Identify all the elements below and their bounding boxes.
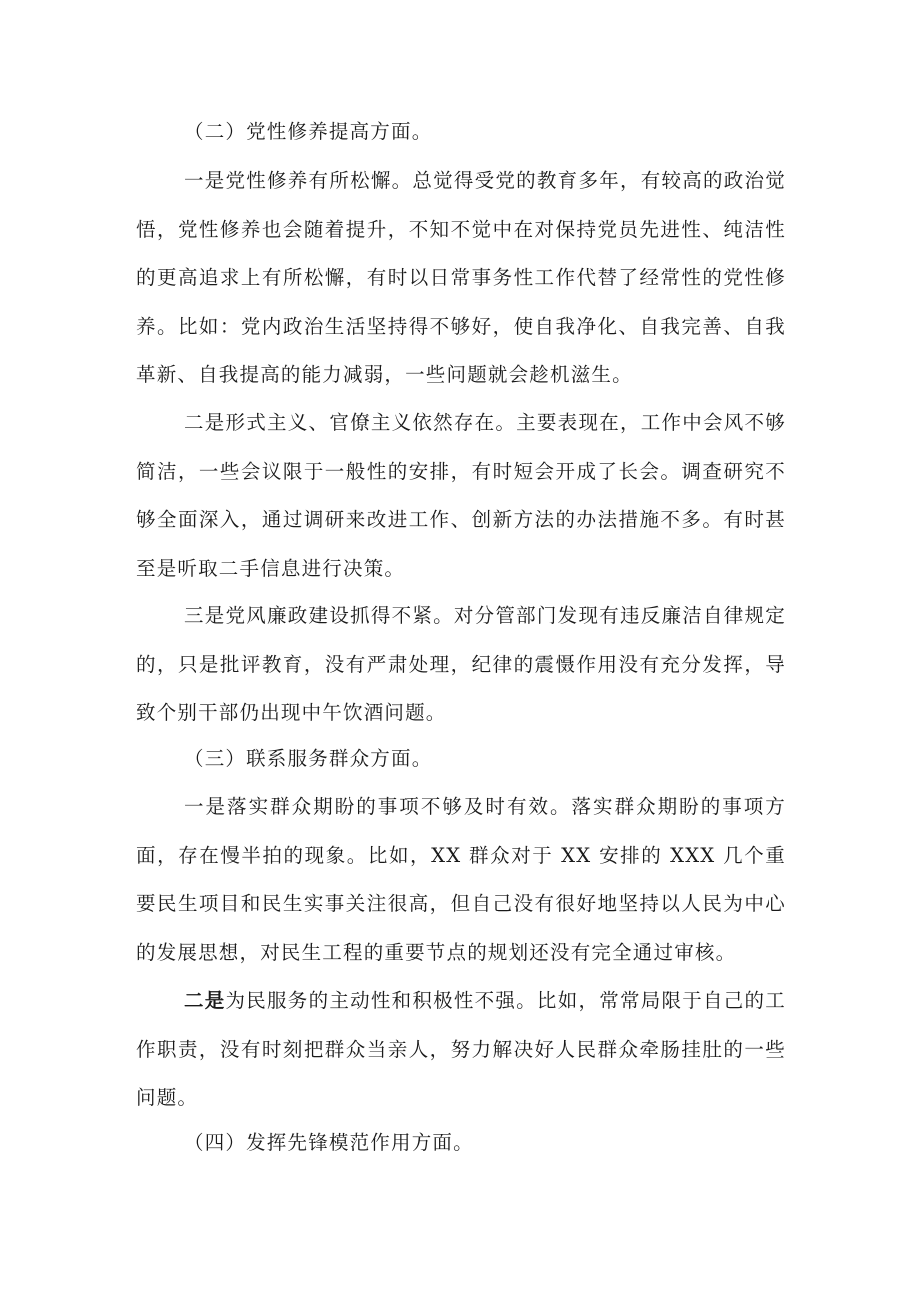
section-heading-party-spirit: （二）党性修养提高方面。 [184,120,433,143]
paragraph-formalism: 二是形式主义、官僚主义依然存在。主要表现在，工作中会风不够简洁，一些会议限于一般性的安排，有时短会开成了长会。调查研究不够全面深入，通过调研来改进工作、创新方法的办法措施不多。有时甚至是听取二手信息进行决策。 [136,411,786,580]
section-heading-vanguard-role: （四）发挥先锋模范作用方面。 [184,1131,474,1154]
paragraph-party-spirit-slack: 一是党性修养有所松懈。总觉得受党的教育多年，有较高的政治觉悟，党性修养也会随着提升，不知不觉中在对保持党员先进性、纯洁性的更高追求上有所松懈，有时以日常事务性工作代替了经常性的党性修养。比如：党内政治生活坚持得不够好，使自我净化、自我完善、自我革新、自我提高的能力减弱，一些问题就会趁机滋生。 [136,169,786,386]
paragraph-body: 为民服务的主动性和积极性不强。比如，常常局限于自己的工作职责，没有时刻把群众当亲人，努力解决好人民群众牵肠挂肚的一些问题。 [136,989,786,1109]
paragraph-lead-bold: 二是 [184,989,226,1012]
paragraph-public-expectations: 一是落实群众期盼的事项不够及时有效。落实群众期盼的事项方面，存在慢半拍的现象。比如，XX 群众对于 XX 安排的 XXX 几个重要民生项目和民生实事关注很高，但自己没有很好地坚持以人民为中心的发展思想，对民生工程的重要节点的规划还没有完全通过审核。 [136,795,786,964]
paragraph-clean-governance: 三是党风廉政建设抓得不紧。对分管部门发现有违反廉洁自律规定的，只是批评教育，没有严肃处理，纪律的震慑作用没有充分发挥，导致个别干部仍出现中午饮酒问题。 [136,604,786,724]
section-heading-serving-masses: （三）联系服务群众方面。 [184,747,433,770]
paragraph-service-initiative [136,977,786,1123]
